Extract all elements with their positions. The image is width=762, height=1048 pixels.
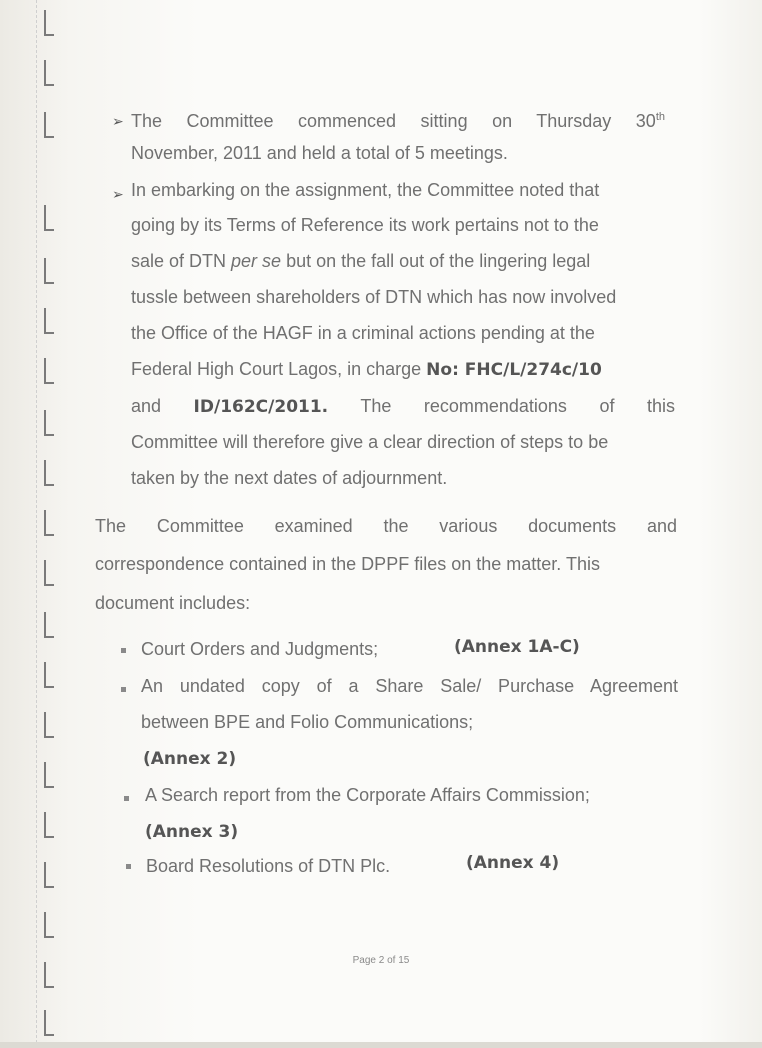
arrow-bullet-icon: ➢ [112, 186, 124, 202]
arrow-bullet-icon: ➢ [112, 113, 124, 129]
item-1-text: Court Orders and Judgments; [141, 639, 379, 659]
paragraph-line-2: correspondence contained in the DPPF files on the matter. This [95, 554, 600, 574]
bullet-1-line-1 [131, 106, 665, 132]
text-span: The recommendations of this [328, 396, 675, 416]
square-bullet-icon [121, 648, 126, 653]
bullet-1-line-2: November, 2011 and held a total of 5 meetings. [131, 143, 508, 163]
paragraph-line-1: The Committee examined the various documents and [95, 516, 677, 536]
bullet-2-line-5: the Office of the HAGF in a criminal actions pending at the [131, 323, 595, 343]
bullet-2-line-8: Committee will therefore give a clear direction of steps to be [131, 432, 609, 452]
bullet-2-line-7 [131, 395, 675, 418]
bullet-2-line-6 [131, 358, 602, 381]
item-4-annex: (Annex 4) [466, 853, 560, 873]
bullet-2-line-4: tussle between shareholders of DTN which has now involved [131, 287, 617, 307]
item-3-annex: (Annex 3) [145, 822, 239, 842]
bullet-2-line-3 [131, 250, 590, 272]
text-span: and [131, 396, 194, 416]
page-number: Page 2 of 15 [352, 955, 410, 966]
case-id: ID/162C/2011. [193, 397, 329, 417]
item-2-annex: (Annex 2) [143, 749, 237, 769]
bullet-2-line-1: In embarking on the assignment, the Committee noted that [131, 180, 600, 200]
text-span: but on the fall out of the lingering legal [281, 251, 591, 271]
square-bullet-icon [121, 687, 126, 692]
text-span: sale of DTN [131, 251, 232, 271]
bullet-2-line-9: taken by the next dates of adjournment. [131, 468, 448, 488]
text-span: The Committee commenced sitting on Thursday 30 [131, 111, 656, 131]
italic-text: per se [231, 251, 282, 271]
bullet-2-line-2: going by its Terms of Reference its work pertains not to the [131, 215, 599, 235]
square-bullet-icon [126, 864, 131, 869]
charge-number: No: FHC/L/274c/10 [426, 360, 602, 380]
superscript: th [655, 111, 665, 123]
square-bullet-icon [124, 796, 129, 801]
item-2-line-2: between BPE and Folio Communications; [141, 712, 474, 732]
item-3-text: A Search report from the Corporate Affairs Commission; [145, 785, 590, 805]
text-span: Federal High Court Lagos, in charge [131, 359, 427, 379]
item-2-line-1: An undated copy of a Share Sale/ Purchase Agreement [141, 676, 678, 696]
item-1-annex: (Annex 1A-C) [454, 637, 580, 657]
paragraph-line-3: document includes: [95, 593, 251, 613]
item-4-text: Board Resolutions of DTN Plc. [146, 856, 391, 876]
